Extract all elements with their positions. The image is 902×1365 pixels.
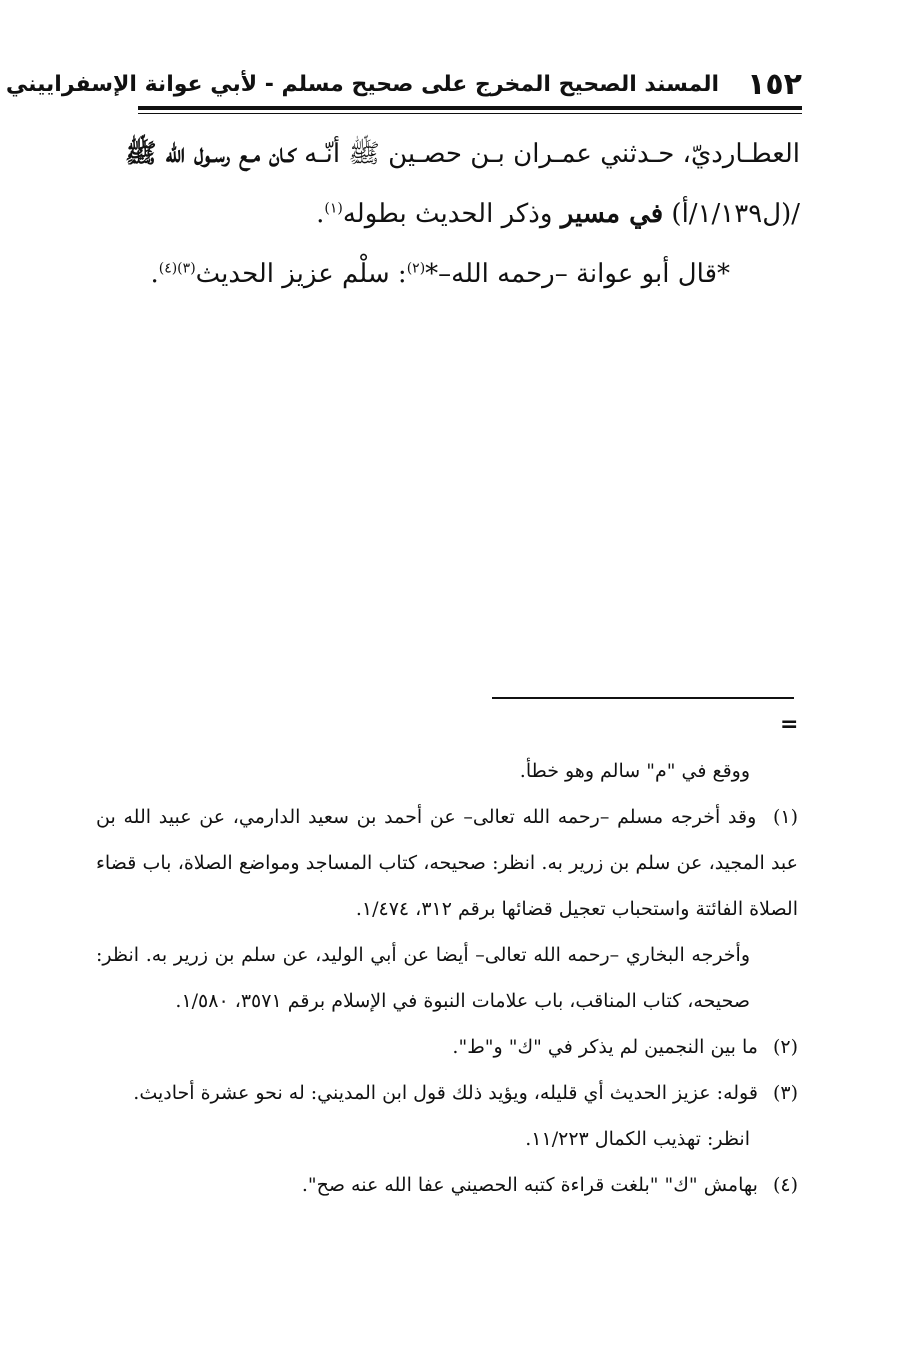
main-line-1-bold: كـان مـع رسـول الله ﷺ: [125, 139, 296, 169]
main-line-1: [100, 124, 800, 184]
footnote-1: [96, 794, 798, 932]
footnote-2: [96, 1024, 798, 1070]
footnote-ref-2[interactable]: (٢): [406, 260, 426, 277]
running-title: المسند الصحيح المخرج على صحيح مسلم - لأبي عوانة الإسفراييني: [5, 71, 720, 97]
main-line-3-text: *قال أبو عوانة –رحمه الله–*: [425, 259, 730, 289]
continuation-mark: =: [780, 712, 799, 737]
main-line-3-end: .: [150, 259, 159, 289]
footnote-4: [96, 1162, 798, 1208]
footnote-ref-1[interactable]: (١): [324, 200, 343, 217]
footnote-1-text: وقد أخرجه مسلم –رحمه الله تعالى– عن أحمد بن سعيد الدارمي، عن عبيد الله بن عبد المجيد، عن سلم بن زرير به. انظر: صحيحه، كتاب المساجد ومواضع الصلاة، باب قضاء الصلاة الفائتة واستحباب تعجيل قضائها برقم ٣١٢، ١/٤٧٤.: [96, 806, 798, 920]
footnote-4-text: بهامش "ك" "بلغت قراءة كتبه الحصيني عفا الله عنه صح".: [301, 1174, 758, 1196]
manuscript-folio-ref: /(ل١/١٣٩/أ): [663, 199, 800, 229]
page-number: ١٥٢: [747, 66, 802, 102]
header-rule-thick: [138, 106, 802, 110]
main-text: [100, 124, 800, 304]
footnote-separator: [492, 697, 794, 699]
main-line-1-text: العطـارديّ، حـدثني عمـران بـن حصـين ﷺ أنّـه: [295, 139, 800, 169]
main-line-3: [100, 244, 800, 304]
footnote-2-text: ما بين النجمين لم يذكر في "ك" و"ط".: [452, 1036, 758, 1058]
footnote-3-number: (٣): [772, 1082, 798, 1104]
footnotes: [96, 748, 798, 1208]
main-line-2-text: وذكر الحديث بطوله: [342, 199, 561, 229]
footnote-3: [96, 1070, 798, 1116]
footnote-2-number: (٢): [772, 1036, 798, 1058]
main-line-2-end: .: [316, 199, 325, 229]
footnote-1-number: (١): [772, 806, 798, 828]
footnote-1-continued: وأخرجه البخاري –رحمه الله تعالى– أيضا عن أبي الوليد، عن سلم بن زرير به. انظر: صحيحه، كتاب المناقب، باب علامات النبوة في الإسلام برقم ٣٥٧١، ١/٥٨٠.: [96, 944, 750, 1012]
footnote-continuation: ووقع في "م" سالم وهو خطأ.: [519, 760, 750, 782]
page-header: [5, 64, 802, 104]
header-rule-thin: [138, 113, 802, 114]
main-line-2: [100, 184, 800, 244]
footnote-4-number: (٤): [772, 1174, 798, 1196]
footnote-ref-3-4[interactable]: (٣)(٤): [158, 260, 196, 277]
footnote-3-text: قوله: عزيز الحديث أي قليله، ويؤيد ذلك قول ابن المديني: له نحو عشرة أحاديث.: [133, 1082, 758, 1104]
footnote-3-continued: انظر: تهذيب الكمال ١١/٢٢٣.: [525, 1128, 750, 1150]
main-line-3-text-b: : سلْم عزيز الحديث: [195, 259, 407, 289]
main-line-2-bold: في مسير: [560, 199, 664, 229]
